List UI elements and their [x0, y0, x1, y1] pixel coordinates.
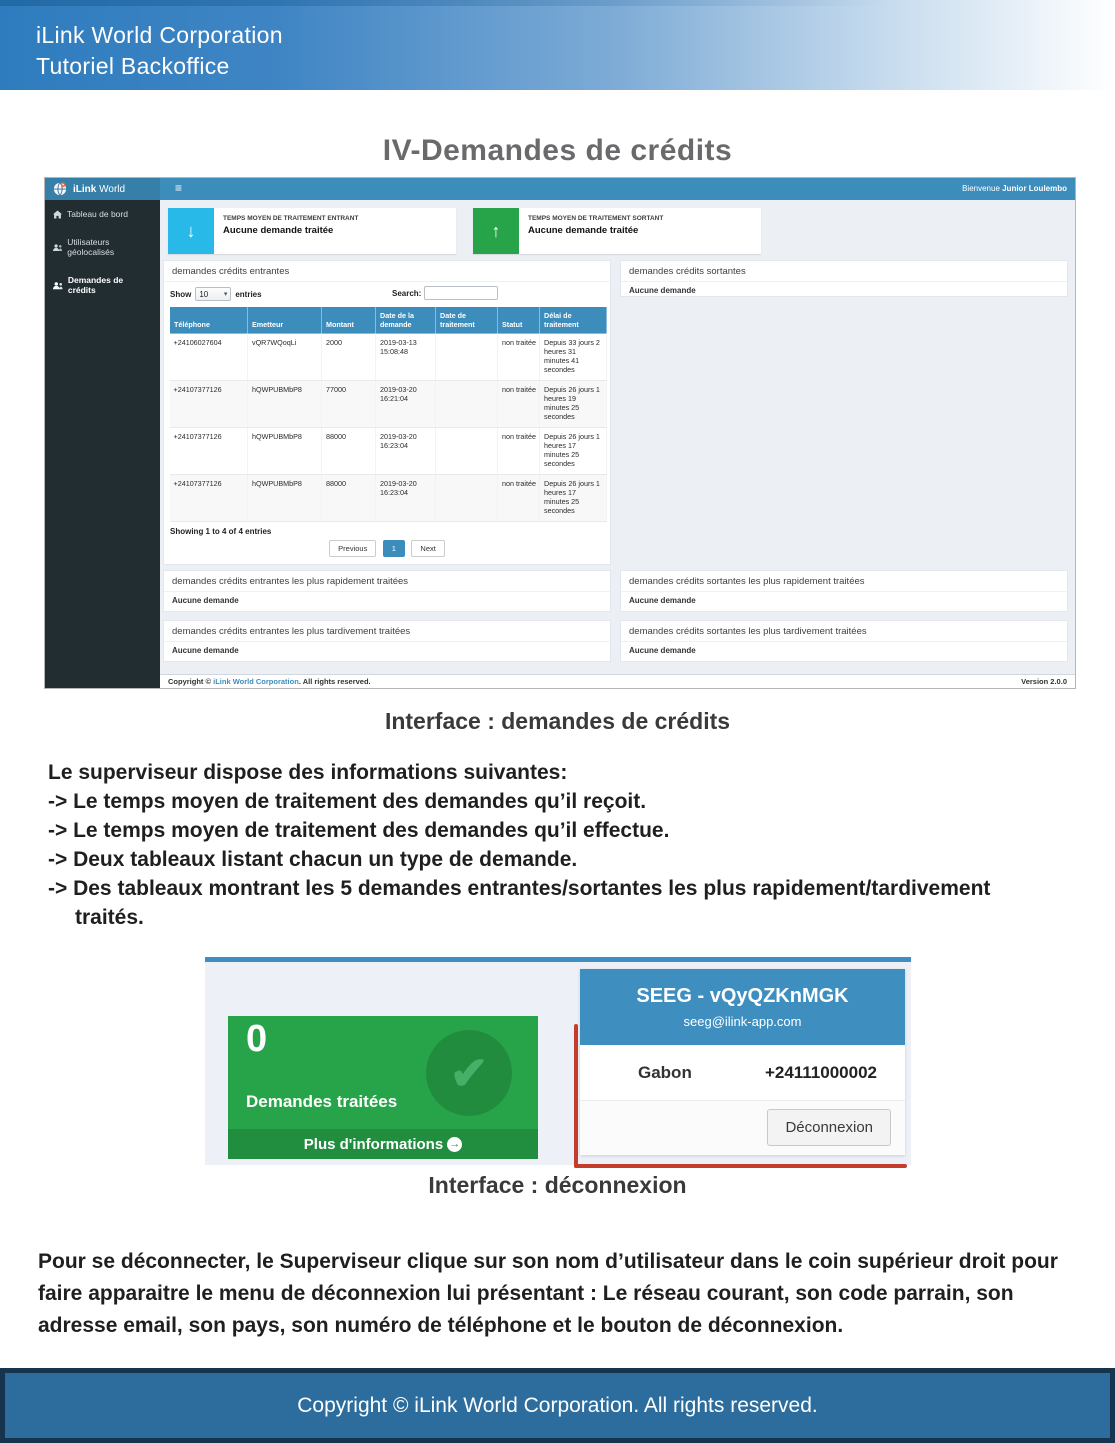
doc-header — [0, 0, 1115, 90]
table-row — [170, 381, 607, 428]
panel-entrantes-tardives — [163, 620, 611, 662]
globe-icon — [53, 182, 67, 196]
cell-statut: non traitée — [498, 475, 540, 522]
welcome-user-menu[interactable] — [962, 178, 1067, 200]
dropdown-header — [580, 969, 905, 1045]
text-line: -> Des tableaux montrant les 5 demandes entrantes/sortantes les plus rapidement/tardivement — [48, 877, 991, 900]
cell-date-demande: 2019-03-13 15:08:48 — [376, 334, 436, 381]
page-title: IV-Demandes de crédits — [382, 134, 733, 167]
cell-phone: +24107377126 — [170, 381, 248, 428]
showing-entries-text: Showing 1 to 4 of 4 entries — [170, 527, 272, 536]
info-box-value: Aucune demande traitée — [528, 225, 639, 236]
cell-delai: Depuis 26 jours 1 heures 17 minutes 25 secondes — [540, 428, 607, 475]
info-box-meta — [214, 208, 366, 254]
info-box-sortant — [473, 208, 761, 254]
empty-message: Aucune demande — [629, 646, 696, 655]
cell-date-traitement — [436, 334, 498, 381]
panel-demandes-entrantes — [163, 260, 611, 565]
footer-copyright-text: Copyright © iLink World Corporation. All rights reserved. — [297, 1393, 818, 1417]
country-phone-row — [580, 1045, 905, 1101]
empty-message: Aucune demande — [629, 286, 696, 295]
user-country: Gabon — [638, 1062, 692, 1082]
more-info-link[interactable] — [228, 1129, 538, 1159]
text-line: traités. — [75, 906, 144, 929]
doc-header-line1: iLink World Corporation — [36, 22, 283, 48]
more-info-label: Plus d'informations — [303, 1135, 444, 1153]
user-phone: +24111000002 — [764, 1062, 877, 1082]
check-icon: ✔ — [449, 1047, 489, 1099]
network-code-title: SEEG - vQyQZKnMGK — [636, 985, 849, 1007]
user-email: seeg@ilink-app.com — [683, 1014, 802, 1029]
cell-date-demande: 2019-03-20 16:21:04 — [376, 381, 436, 428]
copyright-suffix: . All rights reserved. — [298, 677, 371, 686]
user-dropdown-menu — [580, 969, 905, 1155]
users-icon — [53, 243, 62, 252]
cell-phone: +24107377126 — [170, 475, 248, 522]
cell-emetteur: hQWPUBMbP8 — [248, 475, 322, 522]
pagination — [164, 538, 610, 557]
cell-date-traitement — [436, 381, 498, 428]
cell-delai: Depuis 33 jours 2 heures 31 minutes 41 secondes — [540, 334, 607, 381]
cell-delai: Depuis 26 jours 1 heures 19 minutes 25 secondes — [540, 381, 607, 428]
annotation-line-horizontal — [574, 1164, 907, 1168]
panel-title: demandes crédits sortantes les plus tardivement traitées — [621, 621, 1067, 642]
entries-label: entries — [235, 289, 262, 299]
app-sidebar — [45, 200, 160, 688]
col-montant[interactable]: Montant — [322, 307, 376, 334]
page-size-select[interactable] — [195, 287, 231, 301]
panel-title: demandes crédits entrantes les plus rapidement traitées — [164, 571, 610, 592]
caption-demandes-credits: Interface : demandes de crédits — [384, 708, 731, 734]
cell-montant: 77000 — [322, 381, 376, 428]
search-control — [392, 286, 498, 300]
text-line: Le superviseur dispose des informations suivantes: — [48, 761, 568, 784]
datatable-controls — [164, 282, 610, 304]
cell-emetteur: vQR7WQoqLi — [248, 334, 322, 381]
welcome-username: Junior Loulembo — [1002, 184, 1067, 193]
search-input[interactable] — [424, 286, 498, 300]
copyright-prefix: Copyright © — [168, 677, 214, 686]
panel-title: demandes crédits entrantes — [164, 261, 610, 282]
sidebar-label: Tableau de bord — [67, 209, 128, 219]
cell-phone: +24106027604 — [170, 334, 248, 381]
show-label: Show — [170, 289, 192, 299]
info-box-label: TEMPS MOYEN DE TRAITEMENT ENTRANT — [223, 215, 359, 222]
check-circle — [426, 1030, 512, 1116]
annotation-line-vertical — [574, 1024, 578, 1168]
brand-bold: iLink — [73, 183, 97, 195]
sidebar-item-demandes-de-credits[interactable] — [45, 266, 160, 304]
cell-montant: 88000 — [322, 428, 376, 475]
panel-title: demandes crédits sortantes — [621, 261, 1067, 282]
cell-statut: non traitée — [498, 381, 540, 428]
hamburger-menu-icon[interactable]: ≡ — [175, 181, 183, 195]
panel-sortantes-tardives — [620, 620, 1068, 662]
page-footer — [0, 1368, 1115, 1443]
users-icon — [53, 281, 63, 290]
info-box-row — [168, 208, 761, 254]
cell-phone: +24107377126 — [170, 428, 248, 475]
sidebar-label: Demandes de crédits — [67, 275, 124, 295]
logout-button[interactable]: Déconnexion — [767, 1109, 891, 1146]
table-header-row — [170, 307, 607, 334]
home-icon — [53, 210, 62, 219]
app-screenshot-demandes — [45, 178, 1075, 688]
table-row — [170, 428, 607, 475]
supervisor-info-text — [48, 758, 990, 932]
app-navbar — [45, 178, 1075, 200]
sidebar-item-tableau-de-bord[interactable] — [45, 200, 160, 228]
sidebar-label: Utilisateurs géolocalisés — [67, 237, 115, 257]
page-length-control — [170, 287, 262, 301]
page-1-button[interactable]: 1 — [383, 540, 405, 557]
info-box-meta — [519, 208, 671, 254]
text-line: faire apparaitre le menu de déconnexion lui présentant : Le réseau courant, son code parrain, son — [38, 1282, 1014, 1305]
info-box-label: TEMPS MOYEN DE TRAITEMENT SORTANT — [528, 215, 664, 222]
cell-statut: non traitée — [498, 428, 540, 475]
panel-sortantes-rapides — [620, 570, 1068, 612]
arrow-up-icon: ↑ — [473, 208, 519, 254]
cell-statut: non traitée — [498, 334, 540, 381]
app-version: Version 2.0.0 — [1021, 677, 1067, 686]
empty-message: Aucune demande — [172, 596, 239, 605]
cell-date-demande: 2019-03-20 16:23:04 — [376, 428, 436, 475]
deconnexion-instructions-text — [38, 1246, 1058, 1342]
dropdown-footer — [580, 1101, 905, 1154]
cell-delai: Depuis 26 jours 1 heures 17 minutes 25 secondes — [540, 475, 607, 522]
panel-title: demandes crédits sortantes les plus rapidement traitées — [621, 571, 1067, 592]
cell-date-traitement — [436, 428, 498, 475]
col-delai[interactable]: Délai de traitement — [540, 307, 607, 334]
brand-text — [73, 184, 125, 195]
arrow-down-icon: ↓ — [168, 208, 214, 254]
col-emetteur[interactable]: Emetteur — [248, 307, 322, 334]
col-statut[interactable]: Statut — [498, 307, 540, 334]
table-row — [170, 475, 607, 522]
panel-entrantes-rapides — [163, 570, 611, 612]
app-copyright — [168, 677, 371, 686]
welcome-prefix: Bienvenue — [962, 184, 1003, 193]
sidebar-item-utilisateurs-geolocalises[interactable] — [45, 228, 160, 266]
brand-rest: World — [96, 183, 126, 195]
info-box-entrant — [168, 208, 456, 254]
cell-montant: 88000 — [322, 475, 376, 522]
app-logo[interactable] — [45, 178, 160, 200]
panel-demandes-sortantes — [620, 260, 1068, 297]
text-line: -> Le temps moyen de traitement des demandes qu’il effectue. — [48, 819, 670, 842]
treated-label: Demandes traitées — [246, 1092, 398, 1111]
cell-emetteur: hQWPUBMbP8 — [248, 428, 322, 475]
previous-page-button[interactable]: Previous — [329, 540, 376, 557]
app-content — [160, 200, 1075, 688]
page-size-value: 10 — [199, 289, 209, 299]
doc-header-line2: Tutoriel Backoffice — [36, 53, 230, 79]
empty-message: Aucune demande — [629, 596, 696, 605]
text-line: Pour se déconnecter, le Superviseur clique sur son nom d’utilisateur dans le coin supérieur droit pour — [38, 1250, 1058, 1273]
info-box-value: Aucune demande traitée — [223, 225, 334, 236]
cell-montant: 2000 — [322, 334, 376, 381]
cell-date-traitement — [436, 475, 498, 522]
text-line: adresse email, son pays, son numéro de téléphone et le bouton de déconnexion. — [38, 1314, 844, 1337]
caption-deconnexion: Interface : déconnexion — [428, 1172, 687, 1198]
app-screenshot-deconnexion — [205, 953, 911, 1165]
demandes-entrantes-table — [169, 306, 607, 522]
col-date-demande[interactable]: Date de la demande — [376, 307, 436, 334]
search-label: Search: — [392, 288, 422, 298]
chevron-down-icon: ▾ — [223, 291, 228, 298]
treated-count: 0 — [246, 1018, 268, 1060]
col-telephone[interactable]: Téléphone — [170, 307, 248, 334]
col-date-traitement[interactable]: Date de traitement — [436, 307, 498, 334]
app-footer — [160, 674, 1075, 688]
panel-title: demandes crédits entrantes les plus tardivement traitées — [164, 621, 610, 642]
table-row — [170, 334, 607, 381]
arrow-circle-right-icon: → — [449, 1138, 461, 1150]
cell-emetteur: hQWPUBMbP8 — [248, 381, 322, 428]
corporation-link[interactable]: iLink World Corporation — [213, 677, 299, 686]
demandes-traitees-card — [228, 1016, 538, 1159]
empty-message: Aucune demande — [172, 646, 239, 655]
cell-date-demande: 2019-03-20 16:23:04 — [376, 475, 436, 522]
text-line: -> Deux tableaux listant chacun un type de demande. — [48, 848, 578, 871]
deconnexion-body — [205, 962, 911, 1165]
text-line: -> Le temps moyen de traitement des demandes qu’il reçoit. — [48, 790, 647, 813]
next-page-button[interactable]: Next — [411, 540, 444, 557]
